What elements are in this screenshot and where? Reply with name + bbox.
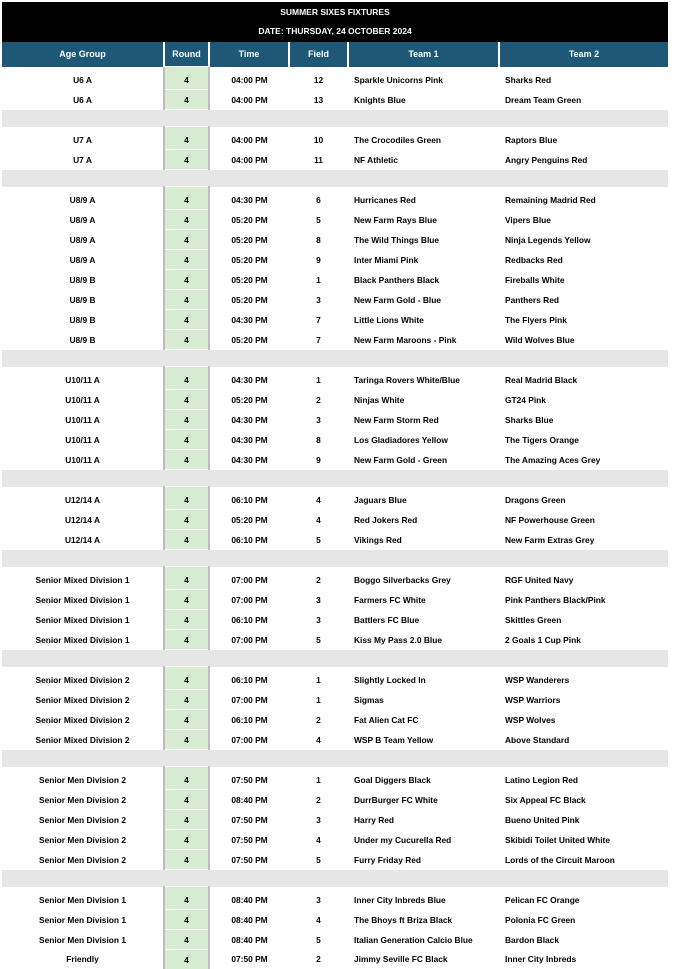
fixture-row: [2, 290, 668, 310]
field-cell: 5: [289, 210, 348, 230]
field-cell: 5: [289, 930, 348, 950]
group-spacer: [2, 350, 668, 367]
field-cell: 5: [289, 850, 348, 870]
field-cell: 9: [289, 250, 348, 270]
age-group-cell: Senior Mixed Division 1: [2, 630, 164, 650]
age-group-cell: Senior Men Division 1: [2, 887, 164, 910]
round-cell: 4: [164, 127, 209, 150]
fixture-row: [2, 330, 668, 350]
fixture-row: [2, 487, 668, 510]
team-1-cell: Sigmas: [348, 690, 499, 710]
round-cell: 4: [164, 230, 209, 250]
fixture-row: [2, 790, 668, 810]
time-cell: 07:50 PM: [209, 950, 289, 969]
field-cell: 3: [289, 590, 348, 610]
sheet-title: SUMMER SIXES FIXTURES: [2, 2, 668, 22]
field-cell: 1: [289, 667, 348, 690]
fixture-row: [2, 250, 668, 270]
field-cell: 4: [289, 487, 348, 510]
fixtures-sheet: [2, 2, 668, 969]
age-group-cell: Senior Men Division 1: [2, 910, 164, 930]
age-group-cell: Senior Mixed Division 2: [2, 667, 164, 690]
field-cell: 4: [289, 910, 348, 930]
team-1-cell: New Farm Rays Blue: [348, 210, 499, 230]
fixture-row: [2, 270, 668, 290]
team-2-cell: Wild Wolves Blue: [499, 330, 668, 350]
team-2-cell: The Flyers Pink: [499, 310, 668, 330]
team-2-cell: 2 Goals 1 Cup Pink: [499, 630, 668, 650]
round-cell: 4: [164, 567, 209, 590]
team-1-cell: NF Athletic: [348, 150, 499, 170]
field-cell: 8: [289, 230, 348, 250]
team-1-cell: Hurricanes Red: [348, 187, 499, 210]
round-cell: 4: [164, 830, 209, 850]
round-cell: 4: [164, 710, 209, 730]
group-spacer: [2, 470, 668, 487]
field-cell: 4: [289, 510, 348, 530]
team-2-cell: Lords of the Circuit Maroon: [499, 850, 668, 870]
age-group-cell: U12/14 A: [2, 510, 164, 530]
age-group-cell: U8/9 B: [2, 270, 164, 290]
group-spacer: [2, 650, 668, 667]
time-cell: 08:40 PM: [209, 887, 289, 910]
team-1-cell: The Bhoys ft Briza Black: [348, 910, 499, 930]
team-1-cell: Slightly Locked In: [348, 667, 499, 690]
time-cell: 08:40 PM: [209, 910, 289, 930]
group-spacer: [2, 870, 668, 887]
age-group-cell: Senior Men Division 2: [2, 850, 164, 870]
team-1-cell: Vikings Red: [348, 530, 499, 550]
time-cell: 06:10 PM: [209, 710, 289, 730]
round-cell: 4: [164, 290, 209, 310]
team-1-cell: New Farm Gold - Blue: [348, 290, 499, 310]
age-group-cell: Senior Mixed Division 2: [2, 710, 164, 730]
time-cell: 05:20 PM: [209, 330, 289, 350]
team-2-cell: Fireballs White: [499, 270, 668, 290]
round-cell: 4: [164, 690, 209, 710]
team-2-cell: The Tigers Orange: [499, 430, 668, 450]
fixture-row: [2, 930, 668, 950]
age-group-cell: U6 A: [2, 67, 164, 90]
fixture-row: [2, 510, 668, 530]
fixture-row: [2, 630, 668, 650]
time-cell: 07:50 PM: [209, 810, 289, 830]
team-2-cell: Redbacks Red: [499, 250, 668, 270]
age-group-cell: U10/11 A: [2, 410, 164, 430]
field-cell: 2: [289, 710, 348, 730]
field-cell: 9: [289, 450, 348, 470]
fixture-row: [2, 90, 668, 110]
field-cell: 5: [289, 530, 348, 550]
round-cell: 4: [164, 510, 209, 530]
team-1-cell: New Farm Gold - Green: [348, 450, 499, 470]
team-2-cell: Skibidi Toilet United White: [499, 830, 668, 850]
round-cell: 4: [164, 910, 209, 930]
round-cell: 4: [164, 630, 209, 650]
time-cell: 05:20 PM: [209, 230, 289, 250]
round-cell: 4: [164, 530, 209, 550]
header-team-2: Team 2: [499, 42, 668, 67]
team-2-cell: Latino Legion Red: [499, 767, 668, 790]
team-1-cell: WSP B Team Yellow: [348, 730, 499, 750]
team-2-cell: GT24 Pink: [499, 390, 668, 410]
round-cell: 4: [164, 590, 209, 610]
time-cell: 06:10 PM: [209, 530, 289, 550]
team-2-cell: The Amazing Aces Grey: [499, 450, 668, 470]
team-1-cell: Black Panthers Black: [348, 270, 499, 290]
fixture-row: [2, 67, 668, 90]
time-cell: 07:50 PM: [209, 830, 289, 850]
round-cell: 4: [164, 850, 209, 870]
time-cell: 07:50 PM: [209, 850, 289, 870]
fixture-row: [2, 667, 668, 690]
fixture-row: [2, 850, 668, 870]
round-cell: 4: [164, 270, 209, 290]
time-cell: 04:30 PM: [209, 187, 289, 210]
age-group-cell: U10/11 A: [2, 367, 164, 390]
field-cell: 1: [289, 270, 348, 290]
fixture-row: [2, 367, 668, 390]
team-1-cell: Under my Cucurella Red: [348, 830, 499, 850]
team-2-cell: WSP Wanderers: [499, 667, 668, 690]
age-group-cell: U8/9 A: [2, 187, 164, 210]
team-2-cell: Bardon Black: [499, 930, 668, 950]
age-group-cell: U8/9 A: [2, 250, 164, 270]
age-group-cell: Senior Mixed Division 2: [2, 730, 164, 750]
field-cell: 8: [289, 430, 348, 450]
team-2-cell: Angry Penguins Red: [499, 150, 668, 170]
team-1-cell: Los Gladiadores Yellow: [348, 430, 499, 450]
field-cell: 7: [289, 310, 348, 330]
round-cell: 4: [164, 150, 209, 170]
time-cell: 07:00 PM: [209, 630, 289, 650]
team-1-cell: Kiss My Pass 2.0 Blue: [348, 630, 499, 650]
time-cell: 04:30 PM: [209, 310, 289, 330]
team-1-cell: Furry Friday Red: [348, 850, 499, 870]
age-group-cell: Senior Mixed Division 2: [2, 690, 164, 710]
fixture-row: [2, 310, 668, 330]
team-2-cell: Real Madrid Black: [499, 367, 668, 390]
team-2-cell: Sharks Blue: [499, 410, 668, 430]
fixture-row: [2, 230, 668, 250]
team-2-cell: Panthers Red: [499, 290, 668, 310]
age-group-cell: Senior Men Division 2: [2, 830, 164, 850]
team-1-cell: Ninjas White: [348, 390, 499, 410]
team-1-cell: Knights Blue: [348, 90, 499, 110]
team-2-cell: Dream Team Green: [499, 90, 668, 110]
team-2-cell: WSP Wolves: [499, 710, 668, 730]
time-cell: 07:00 PM: [209, 730, 289, 750]
round-cell: 4: [164, 930, 209, 950]
time-cell: 04:30 PM: [209, 410, 289, 430]
time-cell: 04:00 PM: [209, 90, 289, 110]
team-2-cell: RGF United Navy: [499, 567, 668, 590]
age-group-cell: U8/9 B: [2, 310, 164, 330]
team-2-cell: Polonia FC Green: [499, 910, 668, 930]
team-2-cell: Vipers Blue: [499, 210, 668, 230]
time-cell: 06:10 PM: [209, 487, 289, 510]
header-round: Round: [164, 42, 209, 67]
time-cell: 08:40 PM: [209, 790, 289, 810]
age-group-cell: U10/11 A: [2, 430, 164, 450]
time-cell: 07:00 PM: [209, 690, 289, 710]
round-cell: 4: [164, 210, 209, 230]
time-cell: 05:20 PM: [209, 390, 289, 410]
fixture-row: [2, 530, 668, 550]
fixture-row: [2, 610, 668, 630]
round-cell: 4: [164, 767, 209, 790]
round-cell: 4: [164, 310, 209, 330]
team-1-cell: Red Jokers Red: [348, 510, 499, 530]
fixture-row: [2, 910, 668, 930]
time-cell: 05:20 PM: [209, 270, 289, 290]
team-2-cell: Bueno United Pink: [499, 810, 668, 830]
round-cell: 4: [164, 410, 209, 430]
round-cell: 4: [164, 450, 209, 470]
team-1-cell: New Farm Storm Red: [348, 410, 499, 430]
team-1-cell: Italian Generation Calcio Blue: [348, 930, 499, 950]
group-spacer: [2, 170, 668, 187]
team-2-cell: Pelican FC Orange: [499, 887, 668, 910]
field-cell: 3: [289, 290, 348, 310]
fixture-row: [2, 127, 668, 150]
time-cell: 04:00 PM: [209, 127, 289, 150]
age-group-cell: Senior Men Division 2: [2, 810, 164, 830]
age-group-cell: U7 A: [2, 150, 164, 170]
round-cell: 4: [164, 667, 209, 690]
fixtures-body: [2, 67, 668, 969]
field-cell: 3: [289, 410, 348, 430]
team-1-cell: Fat Alien Cat FC: [348, 710, 499, 730]
field-cell: 12: [289, 67, 348, 90]
field-cell: 1: [289, 690, 348, 710]
fixture-row: [2, 690, 668, 710]
time-cell: 04:00 PM: [209, 150, 289, 170]
team-2-cell: Remaining Madrid Red: [499, 187, 668, 210]
round-cell: 4: [164, 790, 209, 810]
age-group-cell: U12/14 A: [2, 530, 164, 550]
header-field: Field: [289, 42, 348, 67]
field-cell: 2: [289, 790, 348, 810]
fixture-row: [2, 210, 668, 230]
group-spacer: [2, 110, 668, 127]
field-cell: 2: [289, 950, 348, 969]
round-cell: 4: [164, 330, 209, 350]
time-cell: 05:20 PM: [209, 210, 289, 230]
round-cell: 4: [164, 390, 209, 410]
fixture-row: [2, 810, 668, 830]
time-cell: 04:30 PM: [209, 367, 289, 390]
team-2-cell: Six Appeal FC Black: [499, 790, 668, 810]
round-cell: 4: [164, 610, 209, 630]
field-cell: 2: [289, 567, 348, 590]
fixture-row: [2, 430, 668, 450]
team-1-cell: Little Lions White: [348, 310, 499, 330]
fixture-row: [2, 830, 668, 850]
age-group-cell: Senior Men Division 1: [2, 930, 164, 950]
field-cell: 1: [289, 767, 348, 790]
time-cell: 05:20 PM: [209, 510, 289, 530]
team-2-cell: Ninja Legends Yellow: [499, 230, 668, 250]
round-cell: 4: [164, 67, 209, 90]
field-cell: 6: [289, 187, 348, 210]
team-2-cell: WSP Warriors: [499, 690, 668, 710]
header-time: Time: [209, 42, 289, 67]
header-team-1: Team 1: [348, 42, 499, 67]
round-cell: 4: [164, 887, 209, 910]
header-row: [2, 42, 668, 67]
team-1-cell: Battlers FC Blue: [348, 610, 499, 630]
fixtures-table: [2, 42, 668, 969]
age-group-cell: Senior Men Division 2: [2, 790, 164, 810]
round-cell: 4: [164, 487, 209, 510]
age-group-cell: U6 A: [2, 90, 164, 110]
time-cell: 07:50 PM: [209, 767, 289, 790]
team-1-cell: New Farm Maroons - Pink: [348, 330, 499, 350]
field-cell: 3: [289, 810, 348, 830]
team-2-cell: Sharks Red: [499, 67, 668, 90]
fixture-row: [2, 390, 668, 410]
header-age-group: Age Group: [2, 42, 164, 67]
age-group-cell: U12/14 A: [2, 487, 164, 510]
age-group-cell: U8/9 A: [2, 230, 164, 250]
round-cell: 4: [164, 90, 209, 110]
team-1-cell: The Crocodiles Green: [348, 127, 499, 150]
time-cell: 06:10 PM: [209, 667, 289, 690]
team-2-cell: NF Powerhouse Green: [499, 510, 668, 530]
fixture-row: [2, 450, 668, 470]
fixture-row: [2, 887, 668, 910]
age-group-cell: Friendly: [2, 950, 164, 969]
fixture-row: [2, 187, 668, 210]
team-1-cell: Jimmy Seville FC Black: [348, 950, 499, 969]
time-cell: 05:20 PM: [209, 290, 289, 310]
team-2-cell: Dragons Green: [499, 487, 668, 510]
fixture-row: [2, 150, 668, 170]
age-group-cell: U8/9 A: [2, 210, 164, 230]
team-1-cell: Taringa Rovers White/Blue: [348, 367, 499, 390]
field-cell: 11: [289, 150, 348, 170]
sheet-date: DATE: THURSDAY, 24 OCTOBER 2024: [2, 22, 668, 42]
team-2-cell: Above Standard: [499, 730, 668, 750]
time-cell: 06:10 PM: [209, 610, 289, 630]
age-group-cell: U10/11 A: [2, 450, 164, 470]
team-2-cell: Skittles Green: [499, 610, 668, 630]
team-1-cell: Inter Miami Pink: [348, 250, 499, 270]
fixture-row: [2, 567, 668, 590]
round-cell: 4: [164, 187, 209, 210]
age-group-cell: Senior Mixed Division 1: [2, 610, 164, 630]
age-group-cell: U7 A: [2, 127, 164, 150]
round-cell: 4: [164, 730, 209, 750]
team-1-cell: Farmers FC White: [348, 590, 499, 610]
round-cell: 4: [164, 810, 209, 830]
team-1-cell: Inner City Inbreds Blue: [348, 887, 499, 910]
field-cell: 3: [289, 887, 348, 910]
field-cell: 1: [289, 367, 348, 390]
field-cell: 3: [289, 610, 348, 630]
age-group-cell: Senior Men Division 2: [2, 767, 164, 790]
age-group-cell: Senior Mixed Division 1: [2, 567, 164, 590]
fixture-row: [2, 590, 668, 610]
age-group-cell: U10/11 A: [2, 390, 164, 410]
fixture-row: [2, 410, 668, 430]
team-2-cell: New Farm Extras Grey: [499, 530, 668, 550]
field-cell: 13: [289, 90, 348, 110]
field-cell: 2: [289, 390, 348, 410]
fixture-row: [2, 710, 668, 730]
field-cell: 5: [289, 630, 348, 650]
field-cell: 4: [289, 730, 348, 750]
team-2-cell: Inner City Inbreds: [499, 950, 668, 969]
field-cell: 4: [289, 830, 348, 850]
team-1-cell: DurrBurger FC White: [348, 790, 499, 810]
team-1-cell: Boggo Silverbacks Grey: [348, 567, 499, 590]
round-cell: 4: [164, 367, 209, 390]
age-group-cell: U8/9 B: [2, 330, 164, 350]
time-cell: 04:00 PM: [209, 67, 289, 90]
field-cell: 10: [289, 127, 348, 150]
age-group-cell: Senior Mixed Division 1: [2, 590, 164, 610]
field-cell: 7: [289, 330, 348, 350]
team-1-cell: Harry Red: [348, 810, 499, 830]
group-spacer: [2, 550, 668, 567]
time-cell: 04:30 PM: [209, 450, 289, 470]
round-cell: 4: [164, 250, 209, 270]
time-cell: 07:00 PM: [209, 590, 289, 610]
time-cell: 08:40 PM: [209, 930, 289, 950]
fixture-row: [2, 730, 668, 750]
time-cell: 07:00 PM: [209, 567, 289, 590]
team-1-cell: Sparkle Unicorns Pink: [348, 67, 499, 90]
round-cell: 4: [164, 950, 209, 969]
time-cell: 05:20 PM: [209, 250, 289, 270]
time-cell: 04:30 PM: [209, 430, 289, 450]
team-1-cell: The Wild Things Blue: [348, 230, 499, 250]
team-2-cell: Raptors Blue: [499, 127, 668, 150]
team-1-cell: Jaguars Blue: [348, 487, 499, 510]
age-group-cell: U8/9 B: [2, 290, 164, 310]
fixture-row: [2, 950, 668, 969]
fixture-row: [2, 767, 668, 790]
round-cell: 4: [164, 430, 209, 450]
team-1-cell: Goal Diggers Black: [348, 767, 499, 790]
group-spacer: [2, 750, 668, 767]
team-2-cell: Pink Panthers Black/Pink: [499, 590, 668, 610]
